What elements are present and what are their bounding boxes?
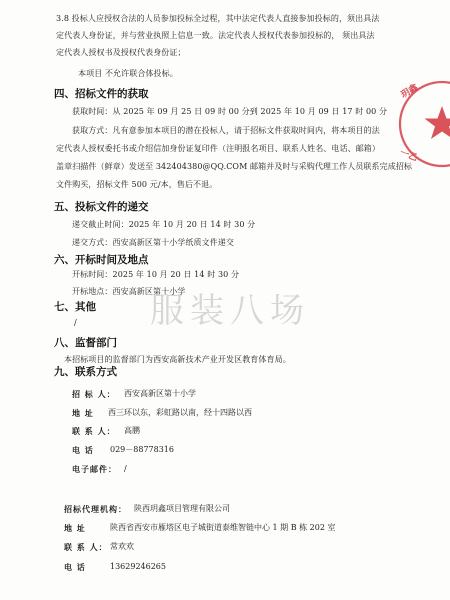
agent-address-value: 陕西省西安市雁塔区电子城街道泰维智链中心 1 期 B 栋 202 室 xyxy=(110,523,336,532)
submission-deadline: 递交截止时间：2025 年 10 月 20 日 14 时 30 分 xyxy=(72,220,256,229)
clause-3-8-line-2: 定代表人身份证，并与营业执照上信息一致。法定代表人授权代表参加投标的， 须出具法 xyxy=(56,31,375,40)
agent-contact-value: 常欢欢 xyxy=(110,542,134,551)
clause-3-8-line-1: 3.8 投标人应授权合法的人员参加投标全过程，其中法定代表人直接参加投标的，须出具法 xyxy=(56,14,380,23)
section-9-heading: 九、联系方式 xyxy=(54,366,117,378)
tenderer-email-value: / xyxy=(124,464,127,473)
tenderer-phone-value: 029－88778316 xyxy=(110,445,174,454)
tenderer-name-value: 西安高新区第十小学 xyxy=(124,389,196,398)
agent-name-label: 招标代理机构： xyxy=(64,504,127,514)
acquire-method-line-3: 盖章扫描件（鲜章）发送至 342404380@QQ.COM 邮箱并及时与采购代理工作人员联系完成招标 xyxy=(56,162,413,171)
acquire-method-line-2: 定代表人授权委托书或介绍信加身份证复印件（注明报名项目、联系人姓名、电话、邮箱） xyxy=(56,144,380,153)
agent-phone-label: 电 话 xyxy=(64,562,86,572)
acquire-method-line-1: 获取方式：凡有意参加本项目的潜在投标人，请于招标文件获取时间内，将本项目的法 xyxy=(72,126,380,135)
agent-address-label: 地 址 xyxy=(64,523,86,533)
other-content: / xyxy=(74,318,77,327)
tenderer-address-value: 西三环以东，彩虹路以南，经十四路以西 xyxy=(108,408,252,417)
consortium-note: 本项目 不允许联合体投标。 xyxy=(78,69,178,78)
opening-time: 开标时间：2025 年 10 月 20 日 14 时 30 分 xyxy=(72,270,240,279)
tenderer-phone-label: 电 话 xyxy=(72,445,94,455)
opening-place: 开标地点：西安高新区第十小学 xyxy=(72,287,186,296)
agent-contact-label: 联 系 人： xyxy=(64,542,108,552)
section-7-heading: 七、其他 xyxy=(54,301,96,313)
tenderer-address-label: 地 址 xyxy=(72,408,94,418)
acquire-method-line-4: 文件购买，招标文件 500 元/本，售后不退。 xyxy=(56,180,218,189)
supervision-content: 本招标项目的监督部门为西安高新技术产业开发区教育体育局。 xyxy=(64,355,291,364)
tenderer-contact-value: 高鹏 xyxy=(124,426,140,435)
seal-bottom-text: 一乙 xyxy=(398,148,419,164)
tenderer-email-label: 电子邮件： xyxy=(72,464,117,474)
agent-name-value: 陕西玥鑫项目管理有限公司 xyxy=(134,504,230,513)
section-4-heading: 四、招标文件的获取 xyxy=(54,88,149,100)
star-icon xyxy=(425,106,450,139)
clause-3-8-line-3: 定代表人授权书及授权代表身份证； xyxy=(56,48,186,57)
tenderer-name-label: 招 标 人： xyxy=(72,389,116,399)
tenderer-contact-label: 联 系 人： xyxy=(72,426,116,436)
section-5-heading: 五、投标文件的递交 xyxy=(54,201,149,213)
section-8-heading: 八、监督部门 xyxy=(54,337,117,349)
seal-top-text: 玥鑫 xyxy=(399,82,421,101)
submission-method: 递交方式：西安高新区第十小学纸质文件递交 xyxy=(72,238,234,247)
agent-phone-value: 13629246265 xyxy=(110,562,166,571)
watermark: 服装八场 xyxy=(150,291,310,331)
company-seal xyxy=(396,78,450,170)
acquire-time: 获取时间：从 2025 年 09 月 25 日 09 时 00 分到 2025 年 10 月 09 日 17 时 00 分 xyxy=(72,107,388,116)
section-6-heading: 六、开标时间及地点 xyxy=(54,254,149,266)
